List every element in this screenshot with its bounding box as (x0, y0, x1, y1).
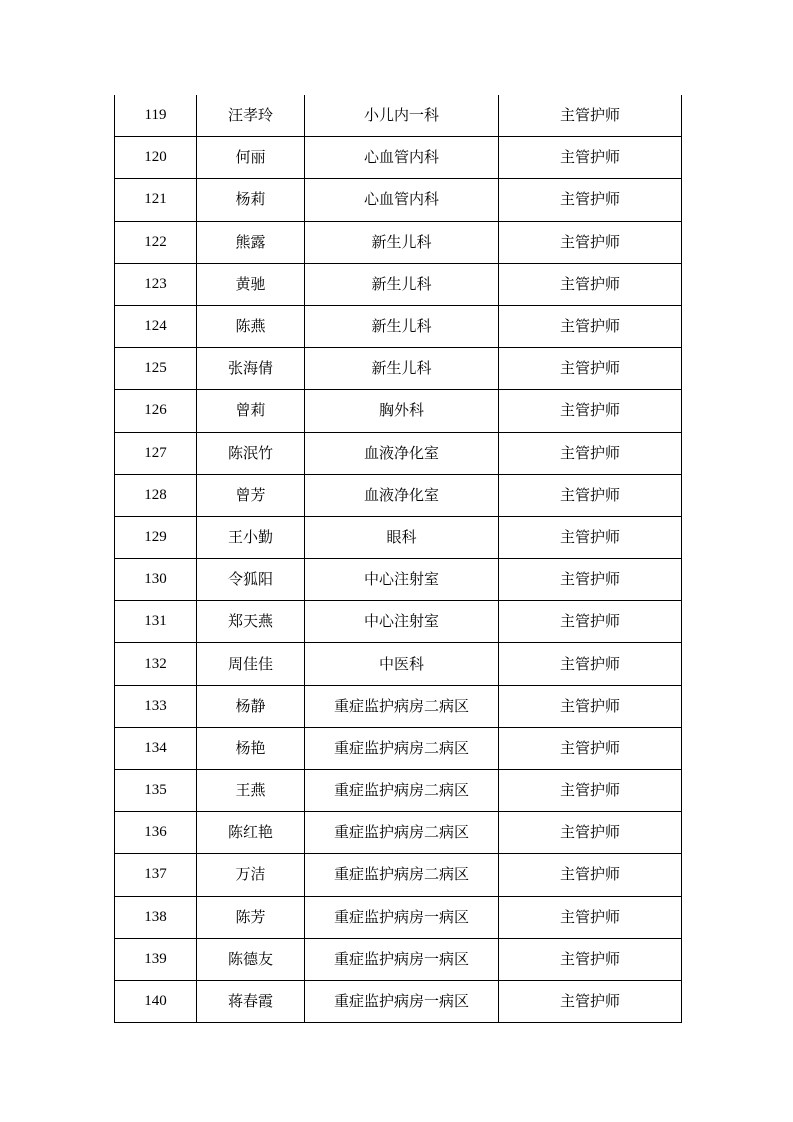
job-title: 主管护师 (499, 263, 682, 305)
department: 中医科 (305, 643, 499, 685)
row-number: 130 (115, 559, 197, 601)
row-number: 131 (115, 601, 197, 643)
staff-name: 陈德友 (197, 938, 305, 980)
staff-name: 周佳佳 (197, 643, 305, 685)
staff-name: 王小勤 (197, 516, 305, 558)
department: 重症监护病房一病区 (305, 896, 499, 938)
department: 新生儿科 (305, 348, 499, 390)
staff-name: 陈红艳 (197, 812, 305, 854)
staff-name: 何丽 (197, 137, 305, 179)
job-title: 主管护师 (499, 601, 682, 643)
row-number: 139 (115, 938, 197, 980)
job-title: 主管护师 (499, 727, 682, 769)
staff-name: 汪孝玲 (197, 95, 305, 137)
table-row (115, 938, 682, 980)
staff-name: 令狐阳 (197, 559, 305, 601)
staff-name: 曾莉 (197, 390, 305, 432)
job-title: 主管护师 (499, 643, 682, 685)
staff-table-body (115, 95, 682, 1023)
row-number: 126 (115, 390, 197, 432)
job-title: 主管护师 (499, 559, 682, 601)
department: 重症监护病房一病区 (305, 938, 499, 980)
job-title: 主管护师 (499, 474, 682, 516)
staff-table (114, 95, 682, 1023)
job-title: 主管护师 (499, 770, 682, 812)
department: 重症监护病房二病区 (305, 770, 499, 812)
staff-name: 熊露 (197, 221, 305, 263)
department: 心血管内科 (305, 179, 499, 221)
job-title: 主管护师 (499, 137, 682, 179)
table-row (115, 474, 682, 516)
department: 心血管内科 (305, 137, 499, 179)
staff-name: 黄驰 (197, 263, 305, 305)
row-number: 133 (115, 685, 197, 727)
department: 新生儿科 (305, 221, 499, 263)
department: 重症监护病房二病区 (305, 854, 499, 896)
table-row (115, 432, 682, 474)
table-row (115, 516, 682, 558)
department: 血液净化室 (305, 474, 499, 516)
table-row (115, 812, 682, 854)
row-number: 129 (115, 516, 197, 558)
table-row (115, 95, 682, 137)
job-title: 主管护师 (499, 812, 682, 854)
row-number: 140 (115, 980, 197, 1022)
table-row (115, 179, 682, 221)
table-row (115, 727, 682, 769)
table-row (115, 854, 682, 896)
department: 胸外科 (305, 390, 499, 432)
job-title: 主管护师 (499, 685, 682, 727)
table-row (115, 348, 682, 390)
department: 新生儿科 (305, 263, 499, 305)
row-number: 135 (115, 770, 197, 812)
staff-name: 万洁 (197, 854, 305, 896)
staff-name: 曾芳 (197, 474, 305, 516)
department: 新生儿科 (305, 305, 499, 347)
department: 血液净化室 (305, 432, 499, 474)
row-number: 124 (115, 305, 197, 347)
staff-name: 张海倩 (197, 348, 305, 390)
staff-name: 蒋春霞 (197, 980, 305, 1022)
job-title: 主管护师 (499, 390, 682, 432)
job-title: 主管护师 (499, 896, 682, 938)
department: 重症监护病房二病区 (305, 685, 499, 727)
table-row (115, 896, 682, 938)
job-title: 主管护师 (499, 348, 682, 390)
row-number: 136 (115, 812, 197, 854)
row-number: 125 (115, 348, 197, 390)
row-number: 127 (115, 432, 197, 474)
table-row (115, 685, 682, 727)
job-title: 主管护师 (499, 854, 682, 896)
row-number: 123 (115, 263, 197, 305)
staff-name: 郑天燕 (197, 601, 305, 643)
row-number: 132 (115, 643, 197, 685)
job-title: 主管护师 (499, 179, 682, 221)
department: 中心注射室 (305, 601, 499, 643)
department: 重症监护病房二病区 (305, 812, 499, 854)
job-title: 主管护师 (499, 221, 682, 263)
row-number: 122 (115, 221, 197, 263)
department: 重症监护病房一病区 (305, 980, 499, 1022)
staff-name: 陈芳 (197, 896, 305, 938)
table-row (115, 221, 682, 263)
job-title: 主管护师 (499, 95, 682, 137)
table-row (115, 980, 682, 1022)
staff-name: 杨静 (197, 685, 305, 727)
row-number: 128 (115, 474, 197, 516)
job-title: 主管护师 (499, 980, 682, 1022)
table-row (115, 390, 682, 432)
row-number: 137 (115, 854, 197, 896)
staff-name: 陈泯竹 (197, 432, 305, 474)
department: 眼科 (305, 516, 499, 558)
department: 中心注射室 (305, 559, 499, 601)
job-title: 主管护师 (499, 305, 682, 347)
row-number: 121 (115, 179, 197, 221)
table-row (115, 770, 682, 812)
table-row (115, 137, 682, 179)
row-number: 120 (115, 137, 197, 179)
table-row (115, 305, 682, 347)
table-row (115, 263, 682, 305)
staff-name: 杨莉 (197, 179, 305, 221)
table-row (115, 559, 682, 601)
department: 重症监护病房二病区 (305, 727, 499, 769)
staff-name: 杨艳 (197, 727, 305, 769)
row-number: 119 (115, 95, 197, 137)
row-number: 134 (115, 727, 197, 769)
row-number: 138 (115, 896, 197, 938)
table-row (115, 601, 682, 643)
job-title: 主管护师 (499, 516, 682, 558)
job-title: 主管护师 (499, 432, 682, 474)
job-title: 主管护师 (499, 938, 682, 980)
table-row (115, 643, 682, 685)
staff-name: 陈燕 (197, 305, 305, 347)
staff-name: 王燕 (197, 770, 305, 812)
department: 小儿内一科 (305, 95, 499, 137)
